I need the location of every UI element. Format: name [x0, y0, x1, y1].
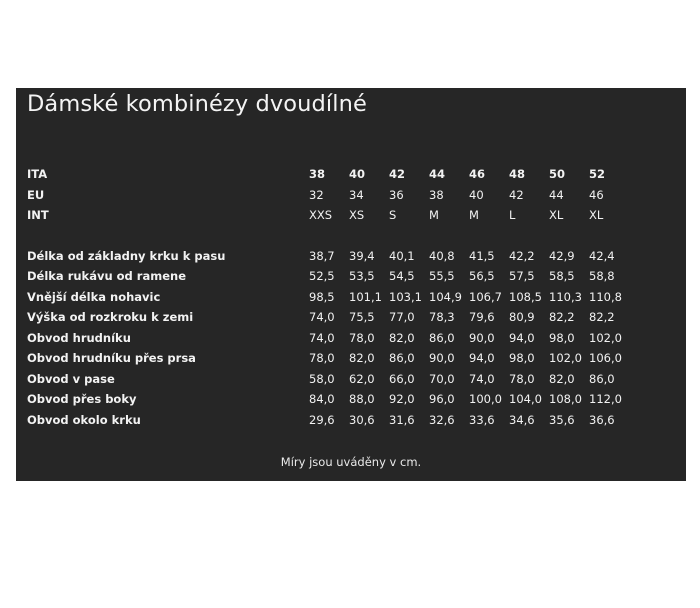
table-cell: 44 [429, 167, 446, 182]
measurement-row [27, 348, 622, 369]
table-cell: 104,0 [509, 392, 542, 407]
table-cell: 94,0 [509, 330, 535, 345]
table-cell: 58,0 [309, 371, 335, 386]
row-label: ITA [27, 167, 48, 182]
table-cell: 34 [349, 187, 364, 202]
table-cell: 98,0 [509, 351, 535, 366]
table-cell: 98,0 [549, 330, 575, 345]
row-label: Výška od rozkroku k zemi [27, 310, 194, 325]
chart-title: Dámské kombinézy dvoudílné [27, 91, 367, 117]
measurement-row [27, 307, 622, 328]
row-label: Obvod hrudníku [27, 330, 131, 345]
table-cell: 38 [309, 167, 326, 182]
table-cell: 78,0 [509, 371, 535, 386]
row-label: EU [27, 187, 45, 202]
table-cell: 110,8 [589, 289, 622, 304]
table-cell: 34,6 [509, 412, 535, 427]
table-cell: 36 [389, 187, 404, 202]
table-cell: 74,0 [469, 371, 495, 386]
measurement-row [27, 389, 622, 410]
table-cell: 106,0 [589, 351, 622, 366]
table-cell: 29,6 [309, 412, 335, 427]
measurement-row [27, 287, 622, 308]
table-cell: 41,5 [469, 248, 495, 263]
table-cell: 42,2 [509, 248, 535, 263]
table-cell: 53,5 [349, 269, 375, 284]
table-cell: XXS [309, 208, 333, 223]
table-cell: 79,6 [469, 310, 495, 325]
table-cell: 46 [589, 187, 604, 202]
table-cell: 84,0 [309, 392, 335, 407]
table-cell: 101,1 [349, 289, 382, 304]
measurement-row [27, 246, 622, 267]
table-cell: 96,0 [429, 392, 455, 407]
table-cell: 94,0 [469, 351, 495, 366]
table-cell: 90,0 [429, 351, 455, 366]
table-cell: 102,0 [549, 351, 582, 366]
table-cell: 58,5 [549, 269, 575, 284]
table-cell: 88,0 [349, 392, 375, 407]
table-cell: 82,2 [549, 310, 575, 325]
measurement-row [27, 410, 622, 431]
table-cell: 40,1 [389, 248, 415, 263]
size-chart-panel [16, 88, 686, 481]
table-cell: 52,5 [309, 269, 335, 284]
table-cell: 82,0 [349, 351, 375, 366]
table-cell: 52 [589, 167, 606, 182]
table-cell: L [509, 208, 516, 223]
table-cell: 35,6 [549, 412, 575, 427]
table-cell: 102,0 [589, 330, 622, 345]
table-cell: 103,1 [389, 289, 422, 304]
table-cell: XL [549, 208, 564, 223]
table-cell: 46 [469, 167, 486, 182]
table-cell: 100,0 [469, 392, 502, 407]
table-cell: 74,0 [309, 330, 335, 345]
row-spacer [27, 226, 622, 246]
table-cell: 57,5 [509, 269, 535, 284]
row-label: INT [27, 208, 49, 223]
table-cell: 31,6 [389, 412, 415, 427]
table-cell: 82,2 [589, 310, 615, 325]
table-cell: 108,5 [509, 289, 542, 304]
table-cell: 106,7 [469, 289, 502, 304]
table-cell: 86,0 [589, 371, 615, 386]
table-cell: M [429, 208, 439, 223]
measurement-row [27, 266, 622, 287]
table-cell: 78,3 [429, 310, 455, 325]
table-cell: 108,0 [549, 392, 582, 407]
size-table [27, 164, 622, 430]
size-row [27, 185, 622, 206]
table-cell: 90,0 [469, 330, 495, 345]
units-note: Míry jsou uváděny v cm. [280, 455, 422, 469]
table-cell: 77,0 [389, 310, 415, 325]
table-cell: 55,5 [429, 269, 455, 284]
row-label: Obvod okolo krku [27, 412, 141, 427]
table-cell: 74,0 [309, 310, 335, 325]
table-cell: 39,4 [349, 248, 375, 263]
table-cell: 54,5 [389, 269, 415, 284]
size-row [27, 205, 622, 226]
table-cell: 104,9 [429, 289, 462, 304]
row-label: Obvod přes boky [27, 392, 137, 407]
table-cell: 32 [309, 187, 324, 202]
measurement-row [27, 328, 622, 349]
row-label: Délka rukávu od ramene [27, 269, 186, 284]
table-cell: 38,7 [309, 248, 335, 263]
row-label: Obvod hrudníku přes prsa [27, 351, 196, 366]
table-cell: 38 [429, 187, 444, 202]
table-cell: 40,8 [429, 248, 455, 263]
table-cell: 98,5 [309, 289, 335, 304]
table-cell: 70,0 [429, 371, 455, 386]
size-row [27, 164, 622, 185]
table-cell: XL [589, 208, 604, 223]
table-cell: 56,5 [469, 269, 495, 284]
row-label: Délka od základny krku k pasu [27, 248, 226, 263]
table-cell: 42,9 [549, 248, 575, 263]
row-label: Vnější délka nohavic [27, 289, 161, 304]
table-cell: 66,0 [389, 371, 415, 386]
table-cell: M [469, 208, 479, 223]
table-cell: 58,8 [589, 269, 615, 284]
table-cell: 36,6 [589, 412, 615, 427]
table-cell: 80,9 [509, 310, 535, 325]
table-cell: 48 [509, 167, 526, 182]
table-cell: 44 [549, 187, 564, 202]
table-cell: S [389, 208, 397, 223]
spacer-cell [27, 226, 622, 246]
table-cell: 42,4 [589, 248, 615, 263]
table-cell: 112,0 [589, 392, 622, 407]
table-cell: 75,5 [349, 310, 375, 325]
table-cell: XS [349, 208, 365, 223]
table-cell: 50 [549, 167, 566, 182]
table-cell: 40 [349, 167, 366, 182]
table-cell: 82,0 [549, 371, 575, 386]
table-cell: 33,6 [469, 412, 495, 427]
table-cell: 92,0 [389, 392, 415, 407]
table-cell: 78,0 [309, 351, 335, 366]
table-cell: 62,0 [349, 371, 375, 386]
table-cell: 110,3 [549, 289, 582, 304]
table-cell: 42 [509, 187, 524, 202]
row-label: Obvod v pase [27, 371, 115, 386]
table-cell: 30,6 [349, 412, 375, 427]
measurement-row [27, 369, 622, 390]
table-cell: 32,6 [429, 412, 455, 427]
table-cell: 40 [469, 187, 484, 202]
table-cell: 82,0 [389, 330, 415, 345]
table-cell: 78,0 [349, 330, 375, 345]
table-cell: 42 [389, 167, 406, 182]
table-cell: 86,0 [389, 351, 415, 366]
table-cell: 86,0 [429, 330, 455, 345]
